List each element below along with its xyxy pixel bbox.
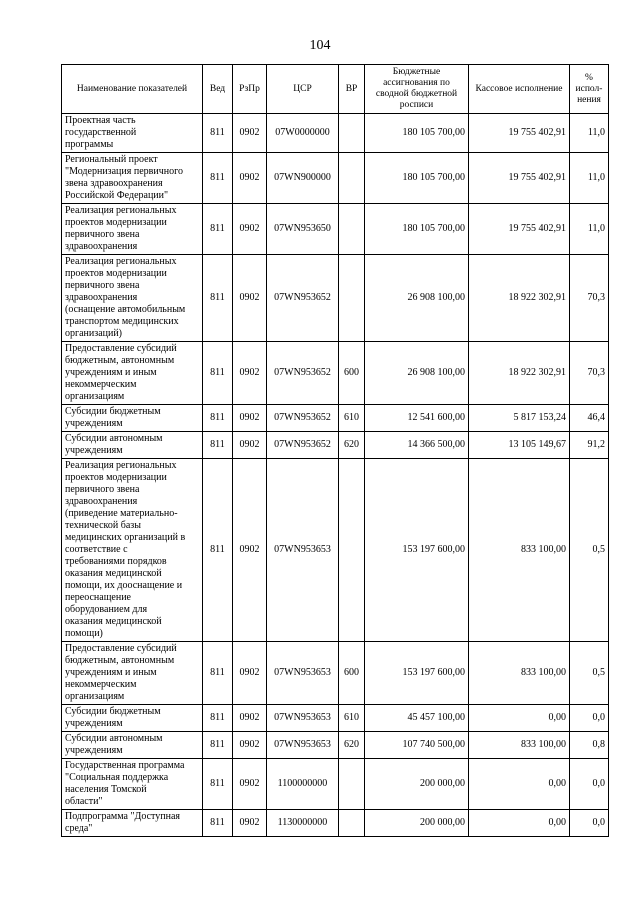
row-rzpr: 0902 [233, 705, 267, 732]
budget-table [61, 64, 609, 837]
table-row [62, 732, 609, 759]
header-csr: ЦСР [267, 65, 339, 114]
row-rzpr: 0902 [233, 204, 267, 255]
row-cash-execution: 18 922 302,91 [469, 255, 570, 342]
row-name: Региональный проект "Модернизация первичного звена здравоохранения Российской Федерации" [62, 153, 203, 204]
row-csr: 07WN900000 [267, 153, 339, 204]
row-vr: 610 [339, 405, 365, 432]
row-ved: 811 [203, 114, 233, 153]
row-percent: 91,2 [570, 432, 609, 459]
row-percent: 0,0 [570, 759, 609, 810]
row-csr: 07WN953653 [267, 705, 339, 732]
row-name: Предоставление субсидий бюджетным, автономным учреждениям и иным некоммерческим организациям [62, 642, 203, 705]
row-cash-execution: 18 922 302,91 [469, 342, 570, 405]
row-ved: 811 [203, 732, 233, 759]
row-assignments: 107 740 500,00 [365, 732, 469, 759]
table-row [62, 405, 609, 432]
row-assignments: 200 000,00 [365, 759, 469, 810]
row-name: Субсидии бюджетным учреждениям [62, 405, 203, 432]
row-cash-execution: 833 100,00 [469, 459, 570, 642]
row-name: Реализация региональных проектов модернизации первичного звена здравоохранения (приведение материально- технической базы медицинских организаций в соответствие с требованиями порядков оказания медицинской помощи, их дооснащение и переоснащение оборудованием для оказания медицинской помощи) [62, 459, 203, 642]
row-rzpr: 0902 [233, 432, 267, 459]
row-csr: 1130000000 [267, 810, 339, 837]
row-assignments: 45 457 100,00 [365, 705, 469, 732]
row-percent: 0,0 [570, 810, 609, 837]
row-vr [339, 153, 365, 204]
row-name: Субсидии бюджетным учреждениям [62, 705, 203, 732]
row-rzpr: 0902 [233, 405, 267, 432]
row-percent: 46,4 [570, 405, 609, 432]
row-cash-execution: 19 755 402,91 [469, 114, 570, 153]
page-number: 104 [309, 38, 331, 53]
row-vr: 620 [339, 432, 365, 459]
row-assignments: 153 197 600,00 [365, 642, 469, 705]
row-name: Государственная программа "Социальная поддержка населения Томской области" [62, 759, 203, 810]
row-cash-execution: 5 817 153,24 [469, 405, 570, 432]
header-cash-execution: Кассовое исполнение [469, 65, 570, 114]
header-percent: % испол-нения [570, 65, 609, 114]
table-row [62, 255, 609, 342]
row-csr: 07WN953653 [267, 459, 339, 642]
row-ved: 811 [203, 705, 233, 732]
table-row [62, 432, 609, 459]
row-percent: 0,5 [570, 459, 609, 642]
row-ved: 811 [203, 405, 233, 432]
row-assignments: 26 908 100,00 [365, 255, 469, 342]
row-rzpr: 0902 [233, 459, 267, 642]
row-assignments: 180 105 700,00 [365, 204, 469, 255]
row-rzpr: 0902 [233, 342, 267, 405]
row-percent: 70,3 [570, 255, 609, 342]
row-csr: 07WN953653 [267, 732, 339, 759]
row-percent: 70,3 [570, 342, 609, 405]
row-percent: 11,0 [570, 204, 609, 255]
row-rzpr: 0902 [233, 810, 267, 837]
row-ved: 811 [203, 810, 233, 837]
row-name: Проектная часть государственной программы [62, 114, 203, 153]
row-vr [339, 459, 365, 642]
row-ved: 811 [203, 153, 233, 204]
row-csr: 07W0000000 [267, 114, 339, 153]
row-name: Предоставление субсидий бюджетным, автономным учреждениям и иным некоммерческим организациям [62, 342, 203, 405]
row-cash-execution: 19 755 402,91 [469, 153, 570, 204]
row-csr: 07WN953652 [267, 432, 339, 459]
row-ved: 811 [203, 459, 233, 642]
row-vr [339, 204, 365, 255]
row-cash-execution: 0,00 [469, 759, 570, 810]
row-vr [339, 255, 365, 342]
header-rzpr: РзПр [233, 65, 267, 114]
row-rzpr: 0902 [233, 732, 267, 759]
row-vr [339, 810, 365, 837]
row-csr: 07WN953652 [267, 342, 339, 405]
row-percent: 11,0 [570, 114, 609, 153]
row-vr: 600 [339, 342, 365, 405]
row-rzpr: 0902 [233, 153, 267, 204]
row-assignments: 14 366 500,00 [365, 432, 469, 459]
row-ved: 811 [203, 204, 233, 255]
row-name: Субсидии автономным учреждениям [62, 432, 203, 459]
table-row [62, 705, 609, 732]
row-vr [339, 114, 365, 153]
row-csr: 07WN953653 [267, 642, 339, 705]
table-row [62, 114, 609, 153]
row-csr: 1100000000 [267, 759, 339, 810]
header-vr: ВР [339, 65, 365, 114]
row-percent: 0,0 [570, 705, 609, 732]
row-ved: 811 [203, 642, 233, 705]
row-vr: 620 [339, 732, 365, 759]
row-percent: 0,5 [570, 642, 609, 705]
row-csr: 07WN953652 [267, 405, 339, 432]
row-cash-execution: 0,00 [469, 810, 570, 837]
row-cash-execution: 19 755 402,91 [469, 204, 570, 255]
row-ved: 811 [203, 759, 233, 810]
row-rzpr: 0902 [233, 255, 267, 342]
row-percent: 11,0 [570, 153, 609, 204]
row-assignments: 153 197 600,00 [365, 459, 469, 642]
table-row [62, 459, 609, 642]
row-rzpr: 0902 [233, 114, 267, 153]
header-assignments: Бюджетные ассигнования по сводной бюджетной росписи [365, 65, 469, 114]
header-ved: Вед [203, 65, 233, 114]
row-cash-execution: 0,00 [469, 705, 570, 732]
row-vr [339, 759, 365, 810]
row-name: Субсидии автономным учреждениям [62, 732, 203, 759]
header-name: Наименование показателей [62, 65, 203, 114]
row-assignments: 26 908 100,00 [365, 342, 469, 405]
table-row [62, 204, 609, 255]
table-row [62, 759, 609, 810]
row-assignments: 12 541 600,00 [365, 405, 469, 432]
row-name: Реализация региональных проектов модернизации первичного звена здравоохранения [62, 204, 203, 255]
row-assignments: 180 105 700,00 [365, 153, 469, 204]
row-rzpr: 0902 [233, 642, 267, 705]
row-ved: 811 [203, 255, 233, 342]
row-assignments: 200 000,00 [365, 810, 469, 837]
row-ved: 811 [203, 342, 233, 405]
table-header-row [62, 65, 609, 114]
row-assignments: 180 105 700,00 [365, 114, 469, 153]
row-percent: 0,8 [570, 732, 609, 759]
table-row [62, 642, 609, 705]
row-cash-execution: 833 100,00 [469, 642, 570, 705]
row-name: Реализация региональных проектов модернизации первичного звена здравоохранения (оснащение автомобильным транспортом медицинских организаций) [62, 255, 203, 342]
row-vr: 610 [339, 705, 365, 732]
table-row [62, 810, 609, 837]
row-vr: 600 [339, 642, 365, 705]
row-name: Подпрограмма "Доступная среда" [62, 810, 203, 837]
row-cash-execution: 833 100,00 [469, 732, 570, 759]
table-row [62, 153, 609, 204]
row-cash-execution: 13 105 149,67 [469, 432, 570, 459]
row-csr: 07WN953650 [267, 204, 339, 255]
row-csr: 07WN953652 [267, 255, 339, 342]
table-row [62, 342, 609, 405]
row-ved: 811 [203, 432, 233, 459]
row-rzpr: 0902 [233, 759, 267, 810]
